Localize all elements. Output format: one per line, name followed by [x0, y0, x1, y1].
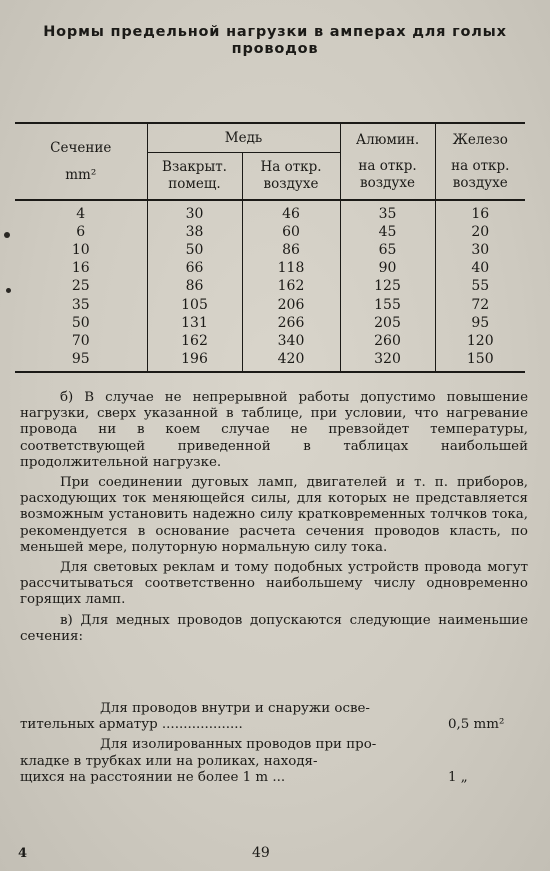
cell-iron: 120	[435, 332, 525, 350]
cell-section: 70	[71, 332, 90, 349]
cell-copper-open: 86	[242, 241, 340, 259]
cell-copper-open: 420	[242, 350, 340, 372]
item-value: 1 „	[448, 769, 468, 785]
cell-aluminum: 65	[340, 241, 435, 259]
cell-copper-closed: 162	[147, 332, 242, 350]
cell-copper-closed: 86	[147, 277, 242, 295]
header-copper: Медь	[147, 123, 340, 153]
cell-iron: 40	[435, 259, 525, 277]
cell-aluminum: 35	[340, 200, 435, 223]
footer-signature-mark: 4	[18, 846, 28, 861]
cell-copper-open: 46	[242, 200, 340, 223]
page-number: 49	[252, 845, 270, 861]
table-row	[15, 241, 525, 259]
cell-section: 6	[76, 224, 86, 241]
cell-iron: 20	[435, 223, 525, 241]
cell-copper-open: 60	[242, 223, 340, 241]
table-row	[15, 332, 525, 350]
cell-copper-closed: 131	[147, 314, 242, 332]
title-line-1: Нормы предельной нагрузки в амперах для голых	[43, 24, 507, 40]
cell-section: 25	[71, 278, 90, 295]
header-section: Сечение mm²	[50, 139, 112, 183]
scan-speck	[4, 232, 10, 238]
cell-copper-closed: 196	[147, 350, 242, 372]
cell-iron: 150	[435, 350, 525, 372]
paragraph-b: б) В случае не непрерывной работы допустимо повышение нагрузки, сверх указанной в таблице, при условии, что нагревание провода ни в коем случае не превзойдет температуры, соответствующей приведенной в таблицах наибольшей продолжительной нагрузке.	[20, 390, 528, 470]
min-sections-list	[20, 701, 528, 790]
cell-copper-open: 162	[242, 277, 340, 295]
cell-copper-closed: 66	[147, 259, 242, 277]
cell-copper-open: 118	[242, 259, 340, 277]
header-iron: Железо на откр. воздухе	[435, 123, 525, 200]
table-row	[15, 223, 525, 241]
cell-iron: 30	[435, 241, 525, 259]
table-row	[15, 259, 525, 277]
cell-aluminum: 320	[340, 350, 435, 372]
paragraph-advertising: Для световых реклам и тому подобных устройств провода могут рассчитываться соответственно наибольшему числу одновременно горящих ламп.	[20, 560, 528, 608]
table-row	[15, 314, 525, 332]
cell-aluminum: 260	[340, 332, 435, 350]
header-copper-open: На откр. воздухе	[242, 153, 340, 201]
table-row	[15, 277, 525, 295]
header-copper-closed: Взакрыт. помещ.	[147, 153, 242, 201]
header-aluminum: Алюмин. на откр. воздухе	[340, 123, 435, 200]
cell-copper-closed: 50	[147, 241, 242, 259]
table-row	[15, 350, 525, 372]
scan-speck	[6, 288, 11, 293]
cell-section: 35	[71, 296, 90, 313]
cell-iron: 55	[435, 277, 525, 295]
cell-section: 10	[71, 242, 90, 259]
cell-section: 50	[71, 314, 90, 331]
list-item: Для проводов внутри и снаружи осве- тительных арматур ................... 0,5 mm²	[20, 701, 528, 733]
cell-copper-open: 340	[242, 332, 340, 350]
cell-aluminum: 155	[340, 295, 435, 313]
cell-section: 95	[71, 350, 90, 367]
cell-copper-open: 266	[242, 314, 340, 332]
body-text	[20, 390, 528, 649]
cell-copper-open: 206	[242, 295, 340, 313]
list-item: Для изолированных проводов при про- кладке в трубках или на роликах, находя- щихся на расстоянии не более 1 m ... 1 „	[20, 737, 528, 786]
load-norms-table	[15, 122, 525, 373]
paragraph-v: в) Для медных проводов допускаются следующие наименьшие сечения:	[20, 612, 528, 644]
cell-iron: 95	[435, 314, 525, 332]
table-row	[15, 295, 525, 313]
paragraph-arc-lamps: При соединении дуговых ламп, двигателей и т. п. приборов, расходующих ток меняющейся силы, для которых не представляется возможным установить надежно силу кратковременных толчков тока, рекомендуется в основание расчета сечения проводов класть, по меньшей мере, полуторную нормальную силу тока.	[20, 475, 528, 555]
cell-section: 16	[71, 260, 90, 277]
cell-copper-closed: 105	[147, 295, 242, 313]
table-row	[15, 200, 525, 223]
cell-iron: 16	[435, 200, 525, 223]
title-line-2: проводов	[231, 41, 319, 57]
cell-section: 4	[76, 206, 86, 223]
page-title	[10, 24, 540, 58]
cell-aluminum: 45	[340, 223, 435, 241]
cell-copper-closed: 30	[147, 200, 242, 223]
cell-iron: 72	[435, 295, 525, 313]
cell-copper-closed: 38	[147, 223, 242, 241]
cell-aluminum: 90	[340, 259, 435, 277]
cell-aluminum: 205	[340, 314, 435, 332]
item-value: 0,5 mm²	[448, 717, 505, 733]
cell-aluminum: 125	[340, 277, 435, 295]
